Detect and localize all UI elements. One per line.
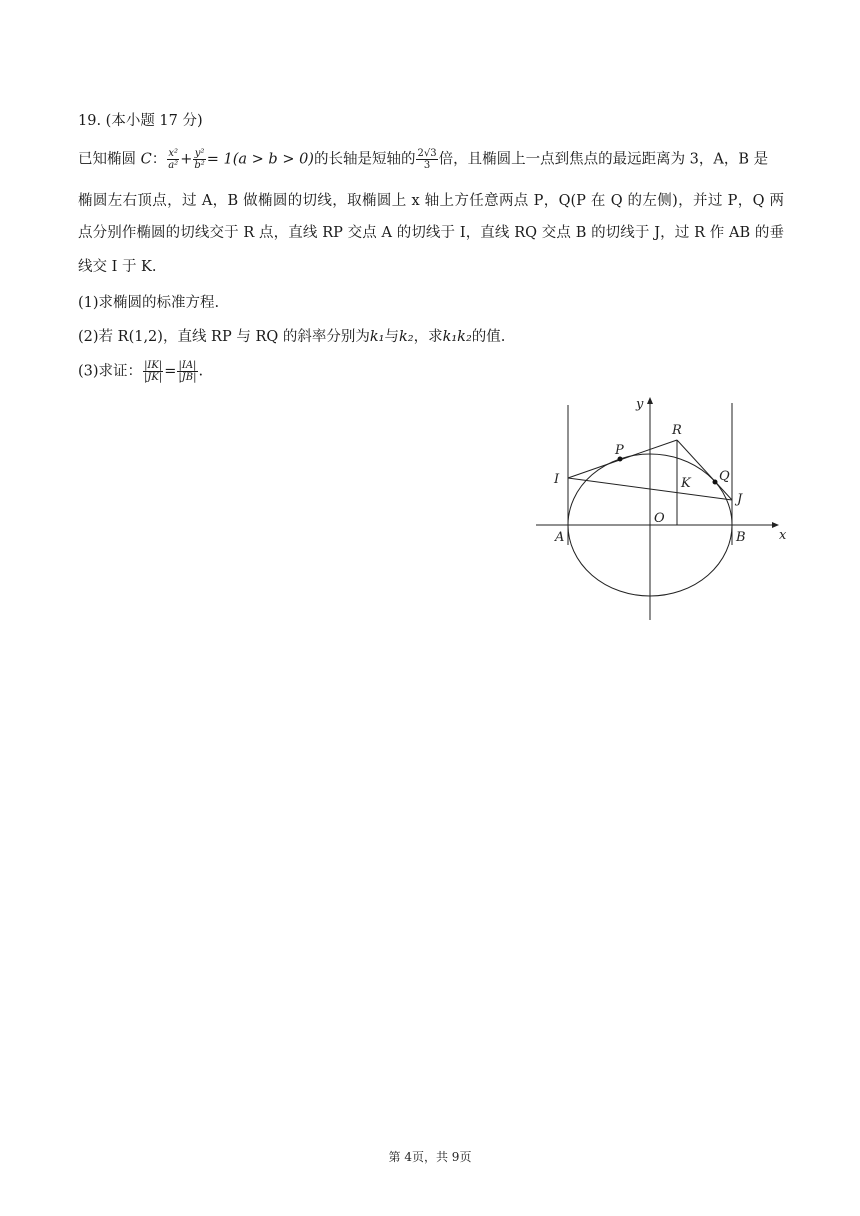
- label-j: J: [737, 492, 743, 507]
- problem-stem-line-3: 点分别作椭圆的切线交于 R 点，直线 RP 交点 A 的切线于 I，直线 RQ 交点 B 的切线于 J，过 R 作 AB 的垂: [78, 225, 784, 241]
- page-footer: 第 4页，共 9页: [388, 1150, 472, 1164]
- label-y: y: [636, 397, 644, 412]
- question-part-3: (3)求证： $\frac{|IK|}{|JK|}$ = $\frac{|IA|}{|JB|}$ .: [78, 360, 204, 383]
- problem-stem-line-1: 已知椭圆 C： $\frac{\text{x²}}{\text{a²}}$ + $\frac{\text{y²}}{\text{b²}}$ = 1(a > b > 0)的长轴是短轴的 $\frac{2√3}{3}$ 倍，且椭圆上一点到焦点的最远距离为 3，A，B 是: [78, 148, 769, 171]
- question-part-2: (2)若 R(1,2)，直线 RP 与 RQ 的斜率分别为k₁与k₂，求k₁k₂的值.: [78, 329, 506, 345]
- problem-header: 19. (本小题 17 分): [78, 113, 203, 129]
- label-q: Q: [719, 469, 730, 484]
- label-r: R: [672, 423, 682, 438]
- fraction-ratio: $\frac{2√3}{3}$: [417, 148, 437, 171]
- fraction-ia-jb: $\frac{|IA|}{|JB|}$: [178, 360, 197, 383]
- question-part-1: (1)求椭圆的标准方程.: [78, 295, 220, 311]
- label-o: O: [654, 511, 665, 526]
- label-i: I: [554, 472, 560, 487]
- label-k: K: [681, 476, 691, 491]
- fraction-x2-a2: $\frac{\text{x²}}{\text{a²}}$: [168, 148, 179, 171]
- ellipse-diagram: [530, 388, 792, 624]
- label-p: P: [615, 443, 624, 458]
- label-x: x: [779, 528, 787, 543]
- fraction-ik-jk: $\frac{|IK|}{|JK|}$: [144, 360, 163, 383]
- label-b: B: [736, 530, 746, 545]
- point-q: [713, 480, 718, 485]
- problem-stem-line-4: 线交 I 于 K.: [78, 259, 157, 275]
- label-a: A: [555, 530, 565, 545]
- problem-stem-line-2: 椭圆左右顶点，过 A，B 做椭圆的切线，取椭圆上 x 轴上方任意两点 P，Q(P 在 Q 的左侧)，并过 P，Q 两: [78, 193, 784, 209]
- fraction-y2-b2: $\frac{\text{y²}}{\text{b²}}$: [194, 148, 205, 171]
